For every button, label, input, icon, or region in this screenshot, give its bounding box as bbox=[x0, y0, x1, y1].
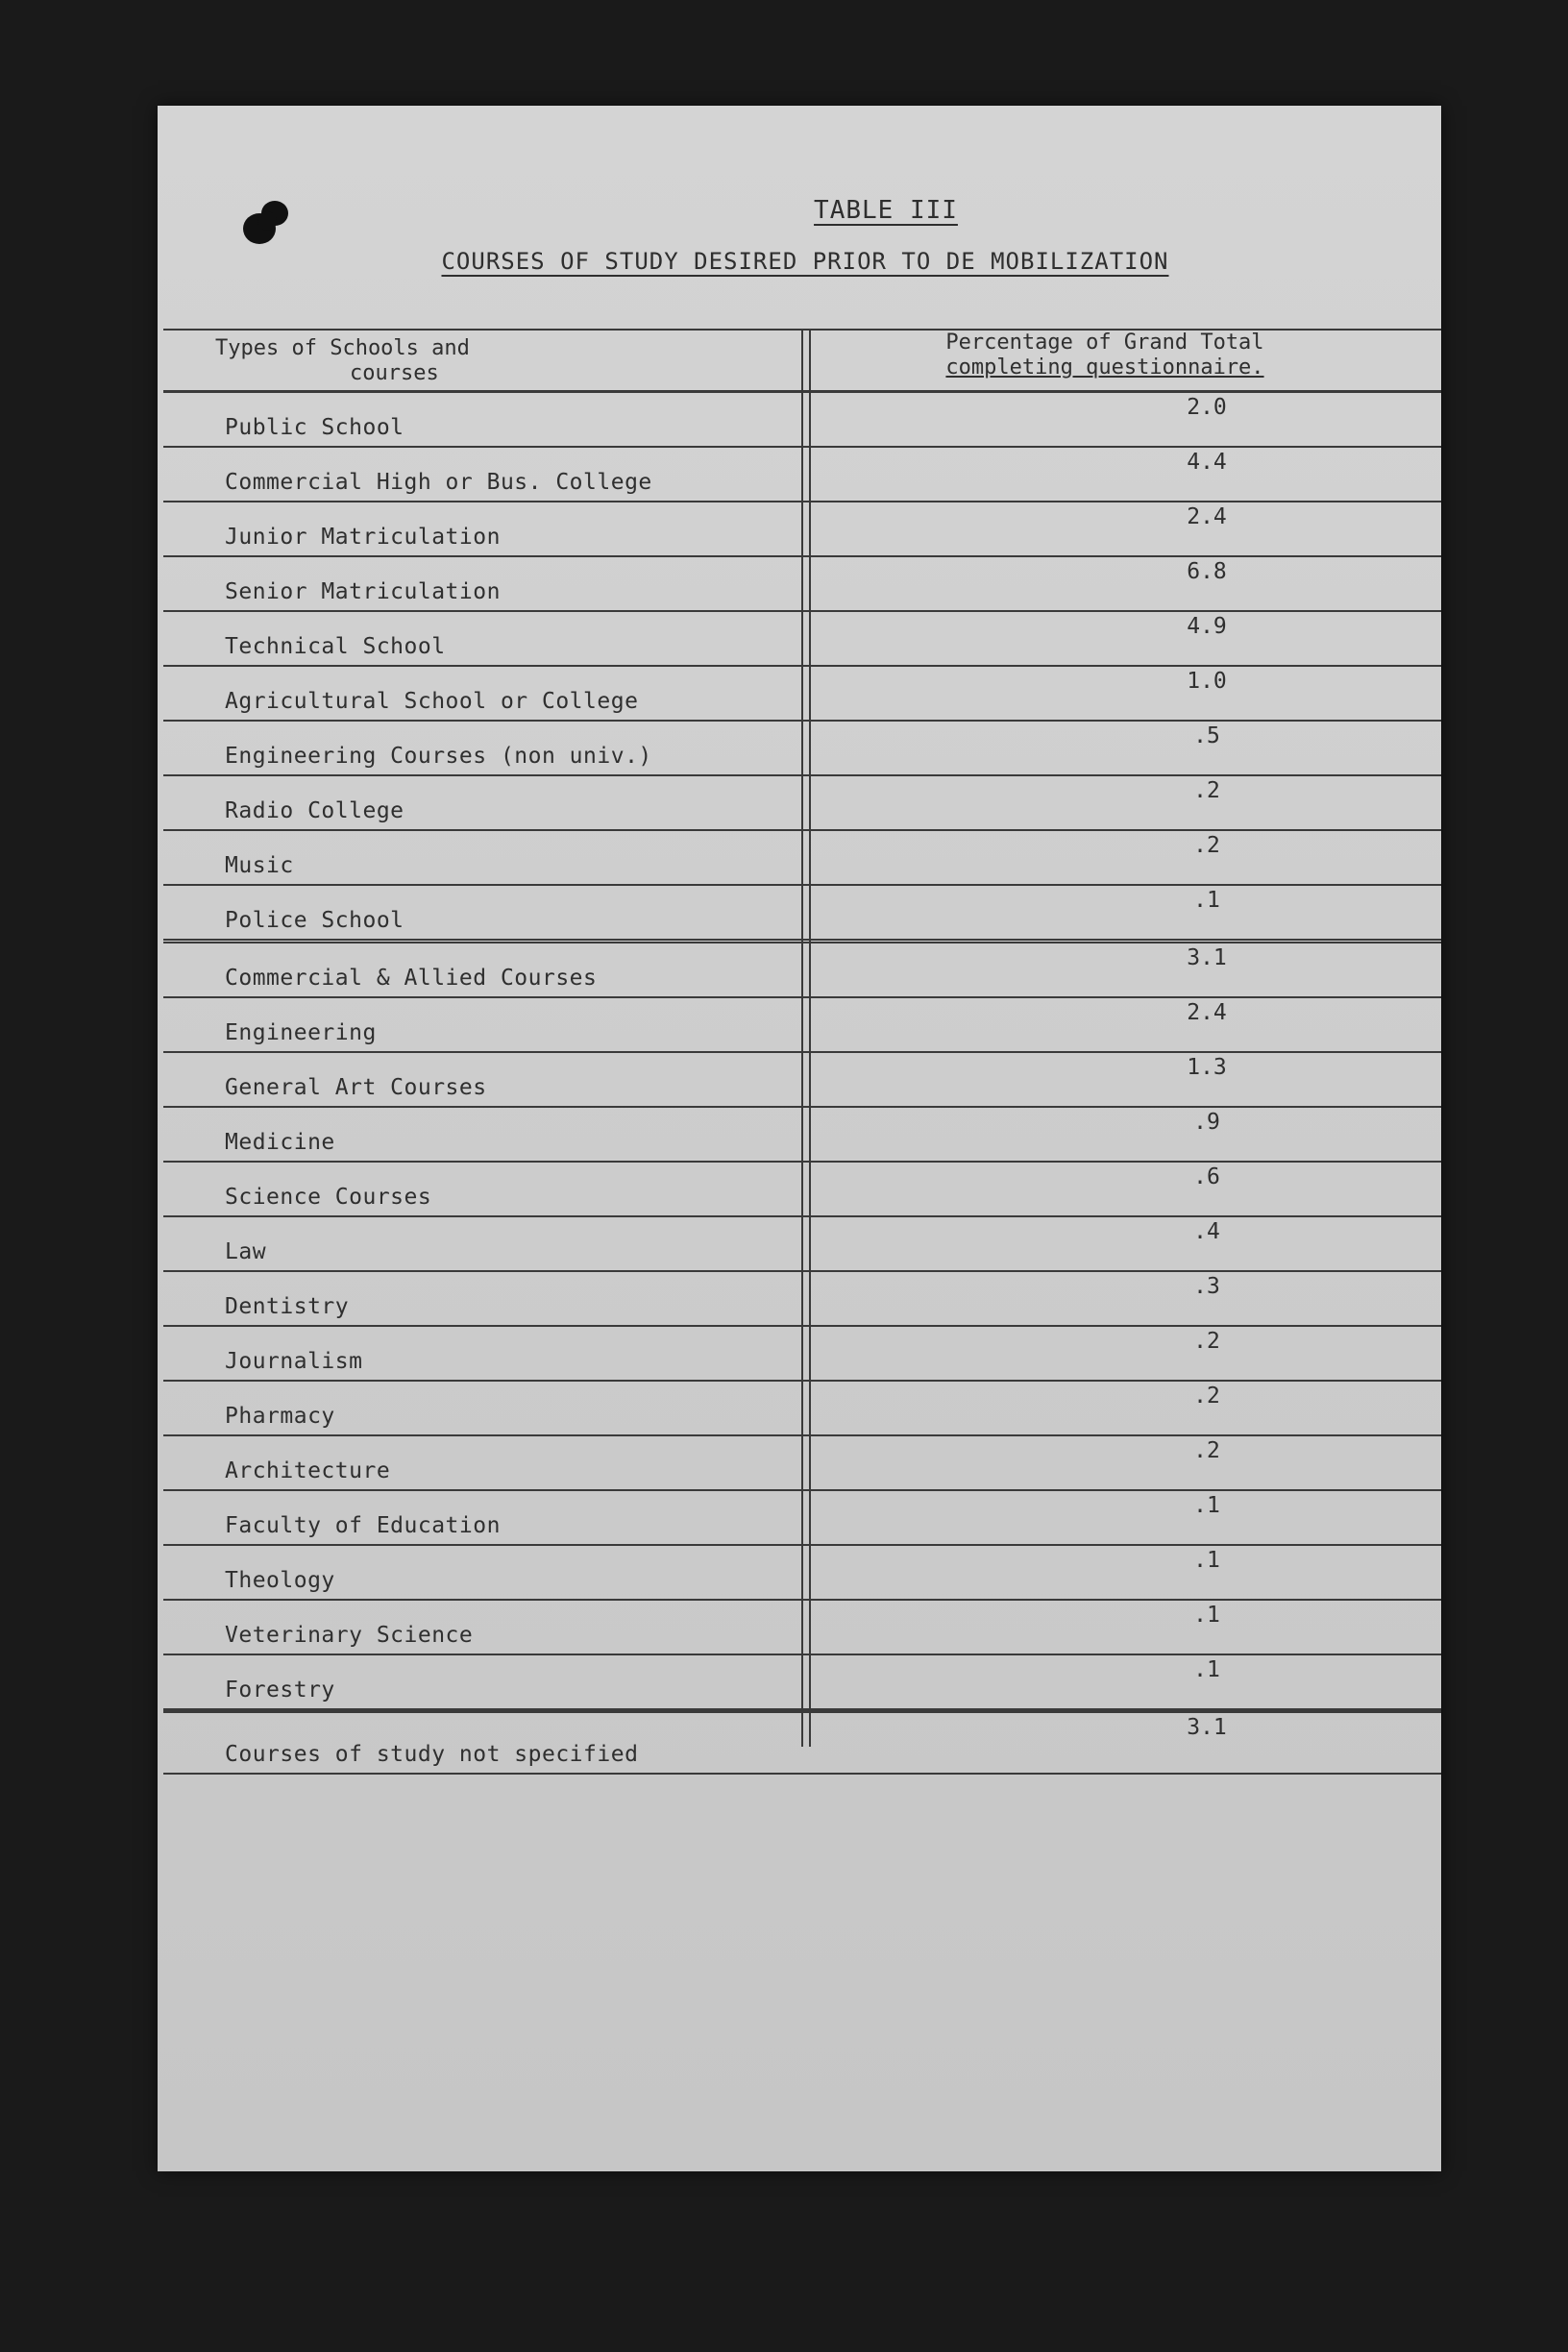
row-value: .6 bbox=[1193, 1164, 1220, 1189]
document-page bbox=[158, 106, 1441, 2171]
row-value: .4 bbox=[1193, 1219, 1220, 1244]
row-label: Faculty of Education bbox=[225, 1513, 501, 1538]
row-value: .2 bbox=[1193, 1438, 1220, 1463]
row-label: Theology bbox=[225, 1568, 335, 1593]
table-title: COURSES OF STUDY DESIRED PRIOR TO DE MOBILIZATION bbox=[441, 248, 1169, 275]
column-divider bbox=[801, 329, 803, 1747]
row-label: Architecture bbox=[225, 1458, 391, 1483]
row-label: Radio College bbox=[225, 798, 404, 823]
row-label: Dentistry bbox=[225, 1294, 350, 1319]
row-label: Commercial High or Bus. College bbox=[225, 470, 652, 495]
row-label: Medicine bbox=[225, 1130, 335, 1155]
row-value: .1 bbox=[1193, 1603, 1220, 1628]
row-value: 1.3 bbox=[1187, 1055, 1227, 1080]
row-value: 2.0 bbox=[1187, 395, 1227, 420]
row-label: Courses of study not specified bbox=[225, 1742, 639, 1767]
row-value: 1.0 bbox=[1187, 669, 1227, 694]
row-value: .1 bbox=[1193, 1548, 1220, 1573]
row-label: Science Courses bbox=[225, 1185, 432, 1210]
row-value: .3 bbox=[1193, 1274, 1220, 1299]
row-value: .2 bbox=[1193, 778, 1220, 803]
row-label: Engineering Courses (non univ.) bbox=[225, 744, 652, 769]
row-value: .2 bbox=[1193, 1384, 1220, 1409]
row-label: Public School bbox=[225, 415, 404, 440]
column-divider bbox=[809, 329, 811, 1747]
row-value: 4.4 bbox=[1187, 450, 1227, 475]
row-value: .1 bbox=[1193, 1657, 1220, 1682]
column-header-percentage: Percentage of Grand Total completing questionnaire. bbox=[945, 331, 1264, 380]
row-value: .2 bbox=[1193, 1329, 1220, 1354]
row-label: Junior Matriculation bbox=[225, 525, 501, 550]
row-value: .1 bbox=[1193, 888, 1220, 913]
row-label: Pharmacy bbox=[225, 1404, 335, 1429]
row-value: .9 bbox=[1193, 1110, 1220, 1135]
row-label: Police School bbox=[225, 908, 404, 933]
row-label: Commercial & Allied Courses bbox=[225, 966, 598, 991]
row-label: Agricultural School or College bbox=[225, 689, 639, 714]
row-value: .1 bbox=[1193, 1493, 1220, 1518]
row-label: Forestry bbox=[225, 1678, 335, 1703]
table-number: TABLE III bbox=[814, 196, 958, 225]
column-header-types: Types of Schools and courses bbox=[215, 336, 470, 385]
row-label: Journalism bbox=[225, 1349, 363, 1374]
row-value: 4.9 bbox=[1187, 614, 1227, 639]
row-value: .5 bbox=[1193, 723, 1220, 748]
row-value: .2 bbox=[1193, 833, 1220, 858]
row-label: Engineering bbox=[225, 1020, 377, 1045]
row-value: 3.1 bbox=[1187, 945, 1227, 970]
row-label: Law bbox=[225, 1239, 267, 1264]
row-label: General Art Courses bbox=[225, 1075, 487, 1100]
row-value: 2.4 bbox=[1187, 504, 1227, 529]
row-label: Senior Matriculation bbox=[225, 579, 501, 604]
row-value: 2.4 bbox=[1187, 1000, 1227, 1025]
row-label: Technical School bbox=[225, 634, 446, 659]
row-label: Veterinary Science bbox=[225, 1623, 474, 1648]
row-value: 3.1 bbox=[1187, 1715, 1227, 1740]
row-label: Music bbox=[225, 853, 294, 878]
row-value: 6.8 bbox=[1187, 559, 1227, 584]
